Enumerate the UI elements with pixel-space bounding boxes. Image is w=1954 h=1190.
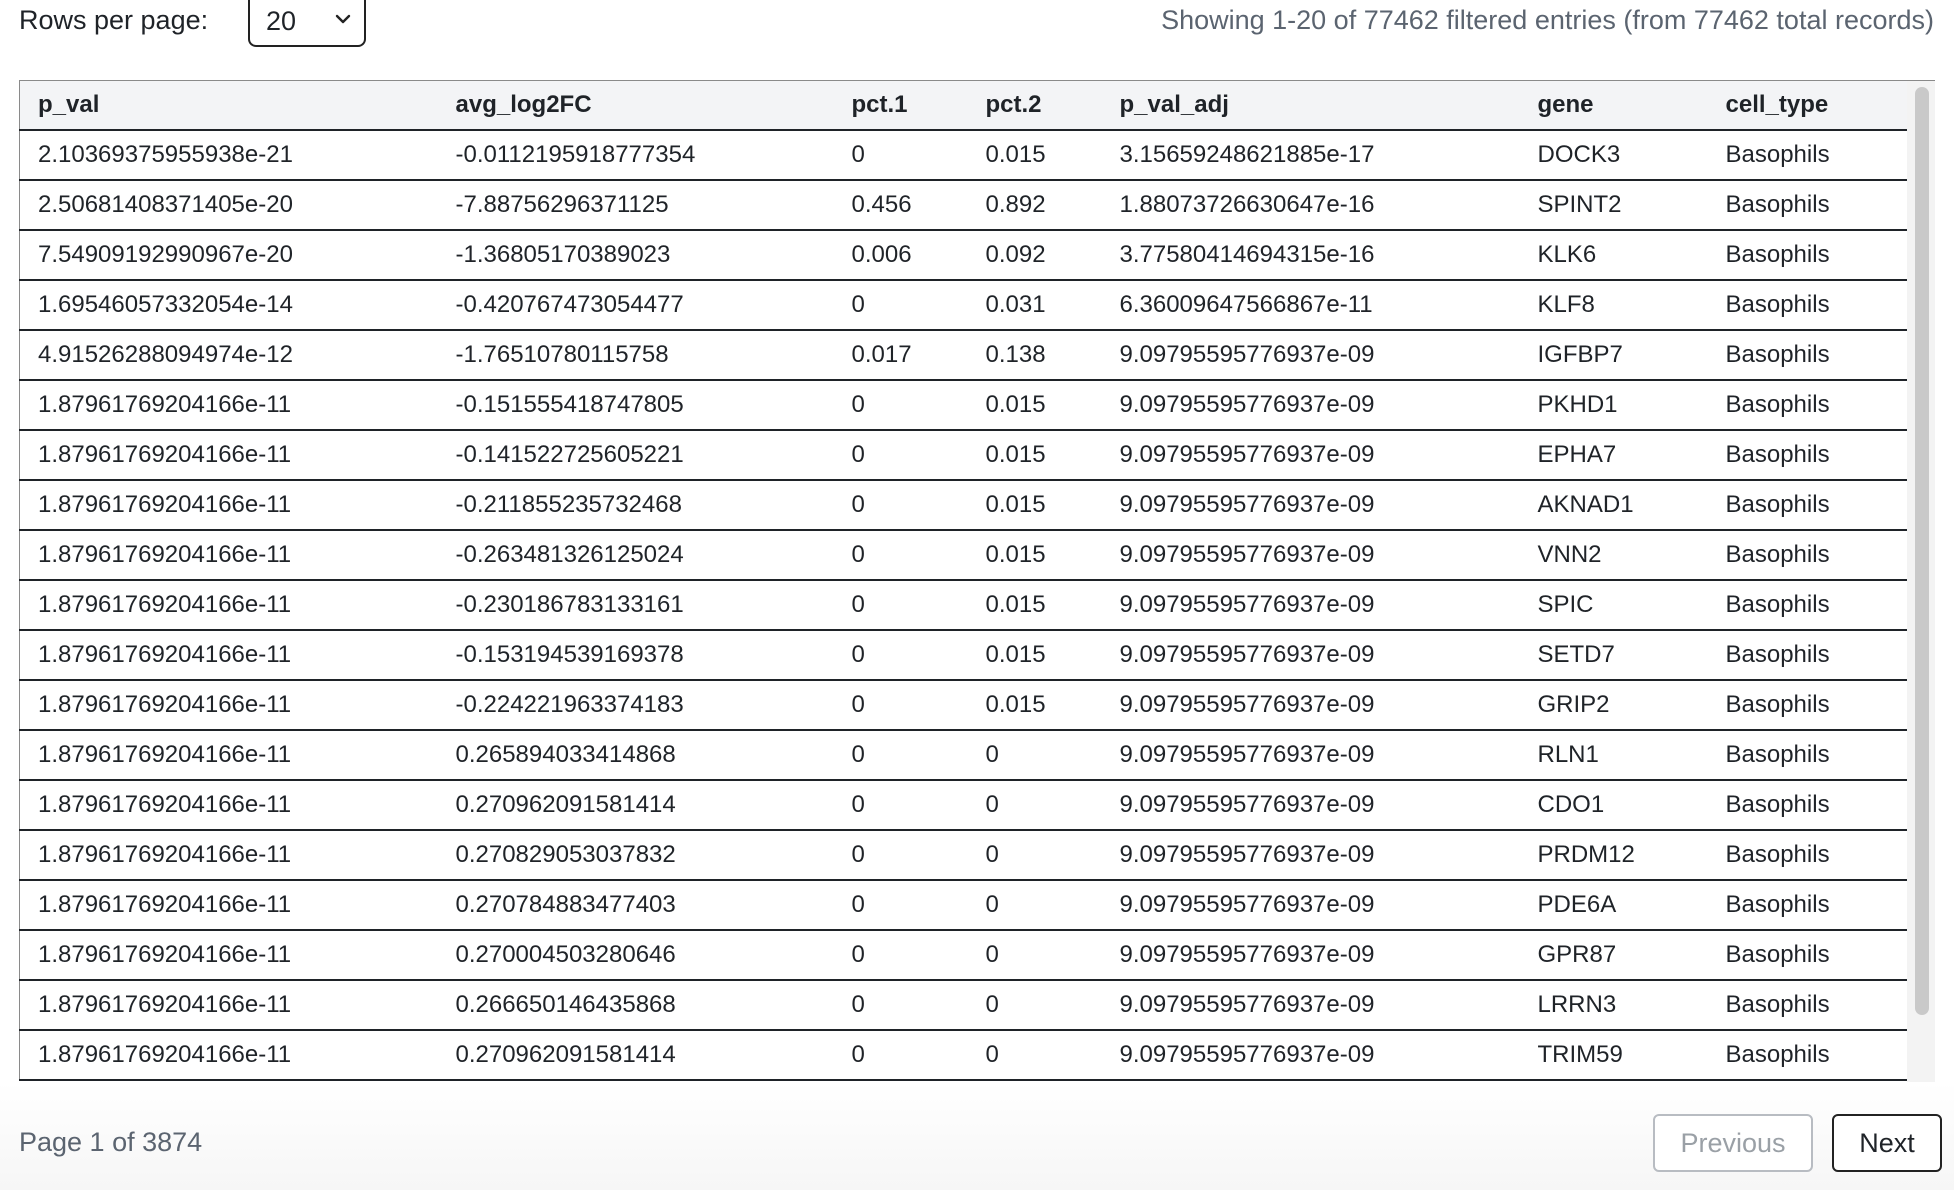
cell-pct2: 0.015 (968, 580, 1102, 630)
cell-p-val-adj: 9.09795595776937e-09 (1102, 330, 1520, 380)
cell-p-val-adj: 9.09795595776937e-09 (1102, 880, 1520, 930)
cell-pct1: 0 (834, 480, 968, 530)
cell-p-val-adj: 9.09795595776937e-09 (1102, 530, 1520, 580)
pagination-controls-bottom (0, 1082, 1954, 1190)
cell-avg-log2fc: -7.88756296371125 (438, 180, 834, 230)
cell-avg-log2fc: 0.270962091581414 (438, 780, 834, 830)
column-header-avg-log2fc[interactable]: avg_log2FC (438, 81, 834, 130)
column-header-pct2[interactable]: pct.2 (968, 81, 1102, 130)
cell-pct2: 0.015 (968, 530, 1102, 580)
table-row[interactable] (20, 1030, 1908, 1080)
cell-avg-log2fc: -0.0112195918777354 (438, 130, 834, 180)
cell-pct2: 0.892 (968, 180, 1102, 230)
cell-pct2: 0 (968, 780, 1102, 830)
cell-cell-type: Basophils (1708, 380, 1908, 430)
cell-gene: GRIP2 (1520, 680, 1708, 730)
cell-gene: PKHD1 (1520, 380, 1708, 430)
cell-p-val-adj: 3.15659248621885e-17 (1102, 130, 1520, 180)
table-row[interactable] (20, 130, 1908, 180)
cell-p-val: 1.87961769204166e-11 (20, 830, 438, 880)
cell-gene: SETD7 (1520, 630, 1708, 680)
cell-pct1: 0 (834, 980, 968, 1030)
table-row[interactable] (20, 630, 1908, 680)
cell-gene: SPINT2 (1520, 180, 1708, 230)
cell-p-val: 1.87961769204166e-11 (20, 880, 438, 930)
cell-p-val-adj: 1.88073726630647e-16 (1102, 180, 1520, 230)
cell-avg-log2fc: -0.151555418747805 (438, 380, 834, 430)
cell-avg-log2fc: 0.270784883477403 (438, 880, 834, 930)
cell-cell-type: Basophils (1708, 630, 1908, 680)
cell-gene: DOCK3 (1520, 130, 1708, 180)
cell-avg-log2fc: 0.265894033414868 (438, 730, 834, 780)
cell-p-val-adj: 9.09795595776937e-09 (1102, 630, 1520, 680)
cell-p-val: 1.69546057332054e-14 (20, 280, 438, 330)
cell-p-val-adj: 9.09795595776937e-09 (1102, 1030, 1520, 1080)
cell-pct1: 0 (834, 1030, 968, 1080)
cell-pct1: 0.017 (834, 330, 968, 380)
cell-avg-log2fc: -0.153194539169378 (438, 630, 834, 680)
cell-p-val-adj: 9.09795595776937e-09 (1102, 580, 1520, 630)
cell-avg-log2fc: -0.420767473054477 (438, 280, 834, 330)
cell-pct1: 0 (834, 830, 968, 880)
cell-pct1: 0 (834, 280, 968, 330)
cell-p-val-adj: 9.09795595776937e-09 (1102, 380, 1520, 430)
cell-p-val-adj: 3.77580414694315e-16 (1102, 230, 1520, 280)
cell-p-val: 1.87961769204166e-11 (20, 780, 438, 830)
scrollbar-thumb[interactable] (1915, 87, 1929, 1015)
cell-p-val: 1.87961769204166e-11 (20, 930, 438, 980)
table-scrollbar[interactable] (1907, 81, 1935, 1083)
cell-cell-type: Basophils (1708, 680, 1908, 730)
table-row[interactable] (20, 430, 1908, 480)
cell-gene: LRRN3 (1520, 980, 1708, 1030)
cell-cell-type: Basophils (1708, 980, 1908, 1030)
table-row[interactable] (20, 930, 1908, 980)
cell-pct1: 0 (834, 380, 968, 430)
cell-pct2: 0 (968, 880, 1102, 930)
cell-p-val: 4.91526288094974e-12 (20, 330, 438, 380)
cell-pct2: 0.138 (968, 330, 1102, 380)
table-row[interactable] (20, 330, 1908, 380)
cell-pct1: 0 (834, 630, 968, 680)
cell-avg-log2fc: -1.76510780115758 (438, 330, 834, 380)
cell-gene: CDO1 (1520, 780, 1708, 830)
cell-gene: KLF8 (1520, 280, 1708, 330)
column-header-cell-type[interactable]: cell_type (1708, 81, 1908, 130)
cell-pct2: 0 (968, 1030, 1102, 1080)
cell-cell-type: Basophils (1708, 280, 1908, 330)
page-info: Page 1 of 3874 (19, 1127, 203, 1157)
table-row[interactable] (20, 180, 1908, 230)
cell-pct1: 0 (834, 530, 968, 580)
previous-button[interactable]: Previous (1653, 1114, 1813, 1172)
cell-cell-type: Basophils (1708, 880, 1908, 930)
cell-gene: AKNAD1 (1520, 480, 1708, 530)
rows-per-page-value: 20 (266, 6, 297, 36)
table-row[interactable] (20, 730, 1908, 780)
cell-gene: KLK6 (1520, 230, 1708, 280)
data-table-container[interactable] (19, 80, 1935, 1083)
cell-cell-type: Basophils (1708, 1030, 1908, 1080)
cell-avg-log2fc: -0.263481326125024 (438, 530, 834, 580)
column-header-pct1[interactable]: pct.1 (834, 81, 968, 130)
data-table (19, 81, 1908, 1081)
cell-cell-type: Basophils (1708, 330, 1908, 380)
cell-p-val: 1.87961769204166e-11 (20, 630, 438, 680)
cell-p-val-adj: 9.09795595776937e-09 (1102, 480, 1520, 530)
cell-pct2: 0 (968, 980, 1102, 1030)
table-header-row (20, 81, 1908, 130)
cell-avg-log2fc: 0.270829053037832 (438, 830, 834, 880)
cell-pct1: 0 (834, 580, 968, 630)
cell-p-val-adj: 9.09795595776937e-09 (1102, 430, 1520, 480)
next-button[interactable]: Next (1832, 1114, 1942, 1172)
table-row[interactable] (20, 680, 1908, 730)
cell-gene: VNN2 (1520, 530, 1708, 580)
cell-pct2: 0 (968, 930, 1102, 980)
cell-pct2: 0.015 (968, 430, 1102, 480)
cell-pct1: 0 (834, 430, 968, 480)
table-row[interactable] (20, 480, 1908, 530)
cell-gene: PRDM12 (1520, 830, 1708, 880)
cell-p-val: 1.87961769204166e-11 (20, 580, 438, 630)
cell-p-val-adj: 9.09795595776937e-09 (1102, 680, 1520, 730)
cell-p-val: 1.87961769204166e-11 (20, 430, 438, 480)
pagination-controls-top (0, 0, 1954, 60)
cell-pct2: 0.031 (968, 280, 1102, 330)
cell-p-val: 1.87961769204166e-11 (20, 680, 438, 730)
cell-p-val-adj: 9.09795595776937e-09 (1102, 930, 1520, 980)
cell-pct2: 0.015 (968, 480, 1102, 530)
rows-per-page-select[interactable] (248, 0, 366, 47)
table-row[interactable] (20, 880, 1908, 930)
cell-p-val: 1.87961769204166e-11 (20, 980, 438, 1030)
cell-avg-log2fc: -0.224221963374183 (438, 680, 834, 730)
table-row[interactable] (20, 530, 1908, 580)
cell-pct1: 0 (834, 880, 968, 930)
cell-p-val-adj: 9.09795595776937e-09 (1102, 830, 1520, 880)
cell-avg-log2fc: 0.270962091581414 (438, 1030, 834, 1080)
cell-p-val: 1.87961769204166e-11 (20, 480, 438, 530)
cell-pct1: 0.006 (834, 230, 968, 280)
cell-p-val-adj: 9.09795595776937e-09 (1102, 780, 1520, 830)
cell-pct2: 0 (968, 730, 1102, 780)
cell-gene: IGFBP7 (1520, 330, 1708, 380)
table-row[interactable] (20, 230, 1908, 280)
table-body (20, 130, 1908, 1080)
entries-summary: Showing 1-20 of 77462 filtered entries (from 77462 total records) (1161, 5, 1934, 35)
cell-avg-log2fc: 0.266650146435868 (438, 980, 834, 1030)
table-row[interactable] (20, 780, 1908, 830)
cell-cell-type: Basophils (1708, 530, 1908, 580)
cell-cell-type: Basophils (1708, 930, 1908, 980)
cell-cell-type: Basophils (1708, 480, 1908, 530)
cell-p-val: 1.87961769204166e-11 (20, 530, 438, 580)
cell-p-val: 2.10369375955938e-21 (20, 130, 438, 180)
rows-per-page-label: Rows per page: (19, 5, 209, 35)
table-row[interactable] (20, 830, 1908, 880)
cell-pct2: 0.015 (968, 630, 1102, 680)
cell-cell-type: Basophils (1708, 830, 1908, 880)
cell-pct1: 0 (834, 730, 968, 780)
cell-p-val-adj: 6.36009647566867e-11 (1102, 280, 1520, 330)
cell-pct2: 0 (968, 830, 1102, 880)
cell-cell-type: Basophils (1708, 180, 1908, 230)
column-header-gene[interactable]: gene (1520, 81, 1708, 130)
cell-avg-log2fc: 0.270004503280646 (438, 930, 834, 980)
cell-gene: GPR87 (1520, 930, 1708, 980)
cell-avg-log2fc: -0.211855235732468 (438, 480, 834, 530)
cell-cell-type: Basophils (1708, 430, 1908, 480)
cell-pct1: 0 (834, 680, 968, 730)
cell-gene: TRIM59 (1520, 1030, 1708, 1080)
cell-pct1: 0 (834, 780, 968, 830)
table-row[interactable] (20, 280, 1908, 330)
cell-pct2: 0.092 (968, 230, 1102, 280)
cell-pct1: 0.456 (834, 180, 968, 230)
cell-cell-type: Basophils (1708, 730, 1908, 780)
cell-gene: SPIC (1520, 580, 1708, 630)
column-header-p-val[interactable]: p_val (20, 81, 438, 130)
cell-p-val: 1.87961769204166e-11 (20, 1030, 438, 1080)
cell-gene: PDE6A (1520, 880, 1708, 930)
table-row[interactable] (20, 580, 1908, 630)
cell-p-val-adj: 9.09795595776937e-09 (1102, 980, 1520, 1030)
cell-pct2: 0.015 (968, 130, 1102, 180)
cell-gene: EPHA7 (1520, 430, 1708, 480)
chevron-down-icon (334, 12, 352, 26)
cell-avg-log2fc: -0.230186783133161 (438, 580, 834, 630)
cell-cell-type: Basophils (1708, 780, 1908, 830)
cell-p-val: 1.87961769204166e-11 (20, 730, 438, 780)
cell-p-val: 2.50681408371405e-20 (20, 180, 438, 230)
table-row[interactable] (20, 980, 1908, 1030)
cell-avg-log2fc: -1.36805170389023 (438, 230, 834, 280)
cell-gene: RLN1 (1520, 730, 1708, 780)
column-header-p-val-adj[interactable]: p_val_adj (1102, 81, 1520, 130)
cell-cell-type: Basophils (1708, 230, 1908, 280)
cell-cell-type: Basophils (1708, 580, 1908, 630)
cell-cell-type: Basophils (1708, 130, 1908, 180)
cell-p-val-adj: 9.09795595776937e-09 (1102, 730, 1520, 780)
cell-p-val: 7.54909192990967e-20 (20, 230, 438, 280)
cell-avg-log2fc: -0.141522725605221 (438, 430, 834, 480)
cell-pct1: 0 (834, 130, 968, 180)
cell-p-val: 1.87961769204166e-11 (20, 380, 438, 430)
cell-pct2: 0.015 (968, 680, 1102, 730)
table-row[interactable] (20, 380, 1908, 430)
cell-pct2: 0.015 (968, 380, 1102, 430)
cell-pct1: 0 (834, 930, 968, 980)
